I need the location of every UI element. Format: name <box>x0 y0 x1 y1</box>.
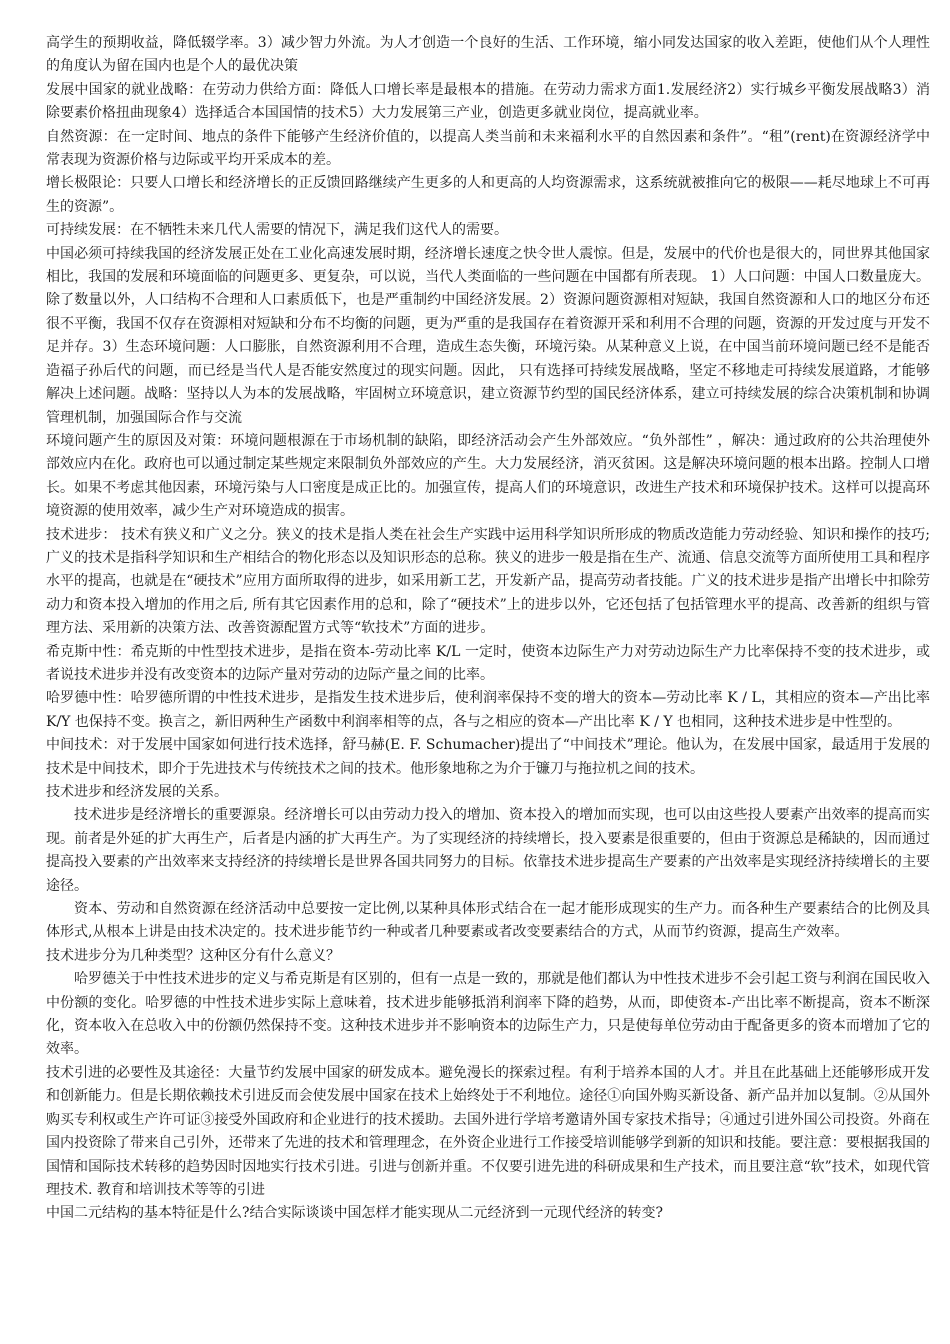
paragraph-technology-import: 技术引进的必要性及其途径：大量节约发展中国家的研发成本。避免漫长的探索过程。有利于培养本国的人才。并且在此基础上还能够形成开发和创新能力。但是长期依赖技术引进反而会使发展中国家在技术上始终处于不利地位。途径①向国外购买新设备、新产品并加以复制。②从国外购买专利权或生产许可证③接受外国政府和企业进行的技术援助。去国外进行学培考邀请外国专家技术指导；④通过引进外国公司投资。外商在国内投资除了带来自己引外，还带来了先进的技术和管理理念，在外资企业进行工作接受培训能够学到新的知识和技能。要注意：要根据我国的国情和国际技术转移的趋势因时因地实行技术引进。引进与创新并重。不仅要引进先进的科研成果和生产技术，而且要注意“软”技术，如现代管理技术. 教育和培训技术等等的引进 <box>46 1064 930 1198</box>
heading-types-of-progress: 技术进步分为几种类型？这种区分有什么意义？ <box>46 947 340 964</box>
paragraph-factor-combination: 资本、劳动和自然资源在经济活动中总要按一定比例,以某种具体形式结合在一起才能形成现实的生产力。而各种生产要素结合的比例及具体形式,从根本上讲是由技术决定的。技术进步能节约一种或者几种要素或者改变要素结合的方式，从而节约资源，提高生产效率。 <box>46 901 930 941</box>
paragraph-sustainable-development: 可持续发展：在不牺牲未来几代人需要的情况下，满足我们这代人的需要。 <box>46 222 508 239</box>
document-page <box>46 32 930 1226</box>
paragraph-brain-drain: 高学生的预期收益，降低辍学率。3）减少智力外流。为人才创造一个良好的生活、工作环境，缩小同发达国家的收入差距，使他们从个人理性的角度认为留在国内也是个人的最优决策 <box>46 35 930 75</box>
paragraph-limits-to-growth: 增长极限论：只要人口增长和经济增长的正反馈回路继续产生更多的人和更高的人均资源需求，这系统就被推向它的极限——耗尽地球上不可再生的资源”。 <box>46 175 930 215</box>
heading-dual-structure: 中国二元结构的基本特征是什么?结合实际谈谈中国怎样才能实现从二元经济到一元现代经济的转变? <box>46 1205 664 1222</box>
paragraph-harrod-vs-hicks: 哈罗德关于中性技术进步的定义与希克斯是有区别的，但有一点是一致的，那就是他们都认为中性技术进步不会引起工资与利润在国民收入中份额的变化。哈罗德的中性技术进步实际上意味着，技术进步能够抵消利润率下降的趋势，从而，即使资本-产出比率不断提高，资本不断深化，资本收入在总收入中的份额仍然保持不变。这种技术进步并不影响资本的边际生产力，只是使每单位劳动由于配备更多的资本而增加了它的效率。 <box>46 971 930 1058</box>
paragraph-china-sustainability: 中国必须可持续我国的经济发展正处在工业化高速发展时期，经济增长速度之快令世人震惊。但是，发展中的代价也是很大的，同世界其他国家相比，我国的发展和环境面临的问题更多、更复杂，可以说，当代人类面临的一些问题在中国都有所表现。 1）人口问题：中国人口数量庞大。除了数量以外，人口结构不合理和人口素质低下，也是严重制约中国经济发展。2）资源问题资源相对短缺，我国自然资源和人口的地区分布还很不平衡，我国不仅存在资源相对短缺和分布不均衡的问题，更为严重的是我国存在着资源开采和利用不合理的问题，资源的开发过度与开发不足并存。3）生态环境问题：人口膨胀，自然资源利用不合理，造成生态失衡，环境污染。从某种意义上说，在中国当前环境问题已经不是能否造福子孙后代的问题，而已经是当代人是否能安然度过的现实问题。因此， 只有选择可持续发展战略，坚定不移地走可持续发展道路，才能够解决上述问题。战略：坚持以人为本的发展战略，牢固树立环境意识，建立资源节约型的国民经济体系，建立可持续发展的综合决策机制和协调管理机制，加强国际合作与交流 <box>46 245 930 426</box>
paragraph-intermediate-technology: 中间技术：对于发展中国家如何进行技术选择，舒马赫(E. F. Schumacher)提出了“中间技术”理论。他认为，在发展中国家，最适用于发展的技术是中间技术，即介于先进技术与传统技术之间的技术。他形象地称之为介于镰刀与拖拉机之间的技术。 <box>46 737 930 777</box>
paragraph-technical-progress: 技术进步： 技术有狭义和广义之分。狭义的技术是指人类在社会生产实践中运用科学知识所形成的物质改造能力劳动经验、知识和操作的技巧; 广义的技术是指科学知识和生产相结合的物化形态以及知识形态的总称。狭义的进步一般是指在生产、流通、信息交流等方面所使用工具和程序水平的提高，也就是在“硬技术”应用方面所取得的进步，如采用新工艺，开发新产品，提高劳动者技能。广义的技术进步是指产出增长中扣除劳动力和资本投入增加的作用之后, 所有其它因素作用的总和，除了“硬技术”上的进步以外，它还包括了包括管理水平的提高、改善新的组织与管理方法、采用新的决策方法、改善资源配置方式等“软技术”方面的进步。 <box>46 526 930 637</box>
paragraph-environment-causes: 环境问题产生的原因及对策：环境问题根源在于市场机制的缺陷，即经济活动会产生外部效应。“负外部性” ，解决：通过政府的公共治理使外部效应内在化。政府也可以通过制定某些规定来限制负外部效应的产生。大力发展经济，消灭贫困。这是解决环境问题的根本出路。控制人口增长。如果不考虑其他因素，环境污染与人口密度是成正比的。加强宣传，提高人们的环境意识，改进生产技术和环境保护技术。这样可以提高环境资源的使用效率，减少生产对环境造成的损害。 <box>46 432 930 520</box>
paragraph-natural-resources: 自然资源：在一定时间、地点的条件下能够产生经济价值的，以提高人类当前和未来福利水平的自然因素和条件”。“租”(rent)在资源经济学中常表现为资源价格与边际或平均开采成本的差。 <box>46 128 930 169</box>
paragraph-hicks-neutral: 希克斯中性：希克斯的中性型技术进步，是指在资本-劳动比率 K/L 一定时，使资本边际生产力对劳动边际生产力比率保持不变的技术进步，或者说技术进步并没有改变资本的边际产量对劳动的边际产量之间的比率。 <box>46 643 930 683</box>
paragraph-growth-source: 技术进步是经济增长的重要源泉。经济增长可以由劳动力投入的增加、资本投入的增加而实现，也可以由这些投人要素产出效率的提高而实现。前者是外延的扩大再生产，后者是内涵的扩大再生产。为了实现经济的持续增长，投入要素是很重要的，但由于资源总是稀缺的，因而通过提高投入要素的产出效率来支持经济的持续增长是世界各国共同努力的目标。依靠技术进步提高生产要素的产出效率是实现经济持续增长的主要途径。 <box>46 807 930 894</box>
heading-technology-and-development: 技术进步和经济发展的关系。 <box>46 784 228 800</box>
paragraph-employment-strategy: 发展中国家的就业战略：在劳动力供给方面：降低人口增长率是最根本的措施。在劳动力需求方面1.发展经济2）实行城乡平衡发展战略3）消除要素价格扭曲现象4）选择适合本国国情的技术5）大力发展第三产业，创造更多就业岗位，提高就业率。 <box>46 81 930 122</box>
paragraph-harrod-neutral: 哈罗德中性：哈罗德所谓的中性技术进步，是指发生技术进步后，使利润率保持不变的增大的资本—劳动比率 K / L，其相应的资本—产出比率 K/Y 也保持不变。换言之，新旧两种生产函数中利润率相等的点，各与之相应的资本—产出比率 K / Y 也相同，这种技术进步是中性型的。 <box>46 690 930 730</box>
